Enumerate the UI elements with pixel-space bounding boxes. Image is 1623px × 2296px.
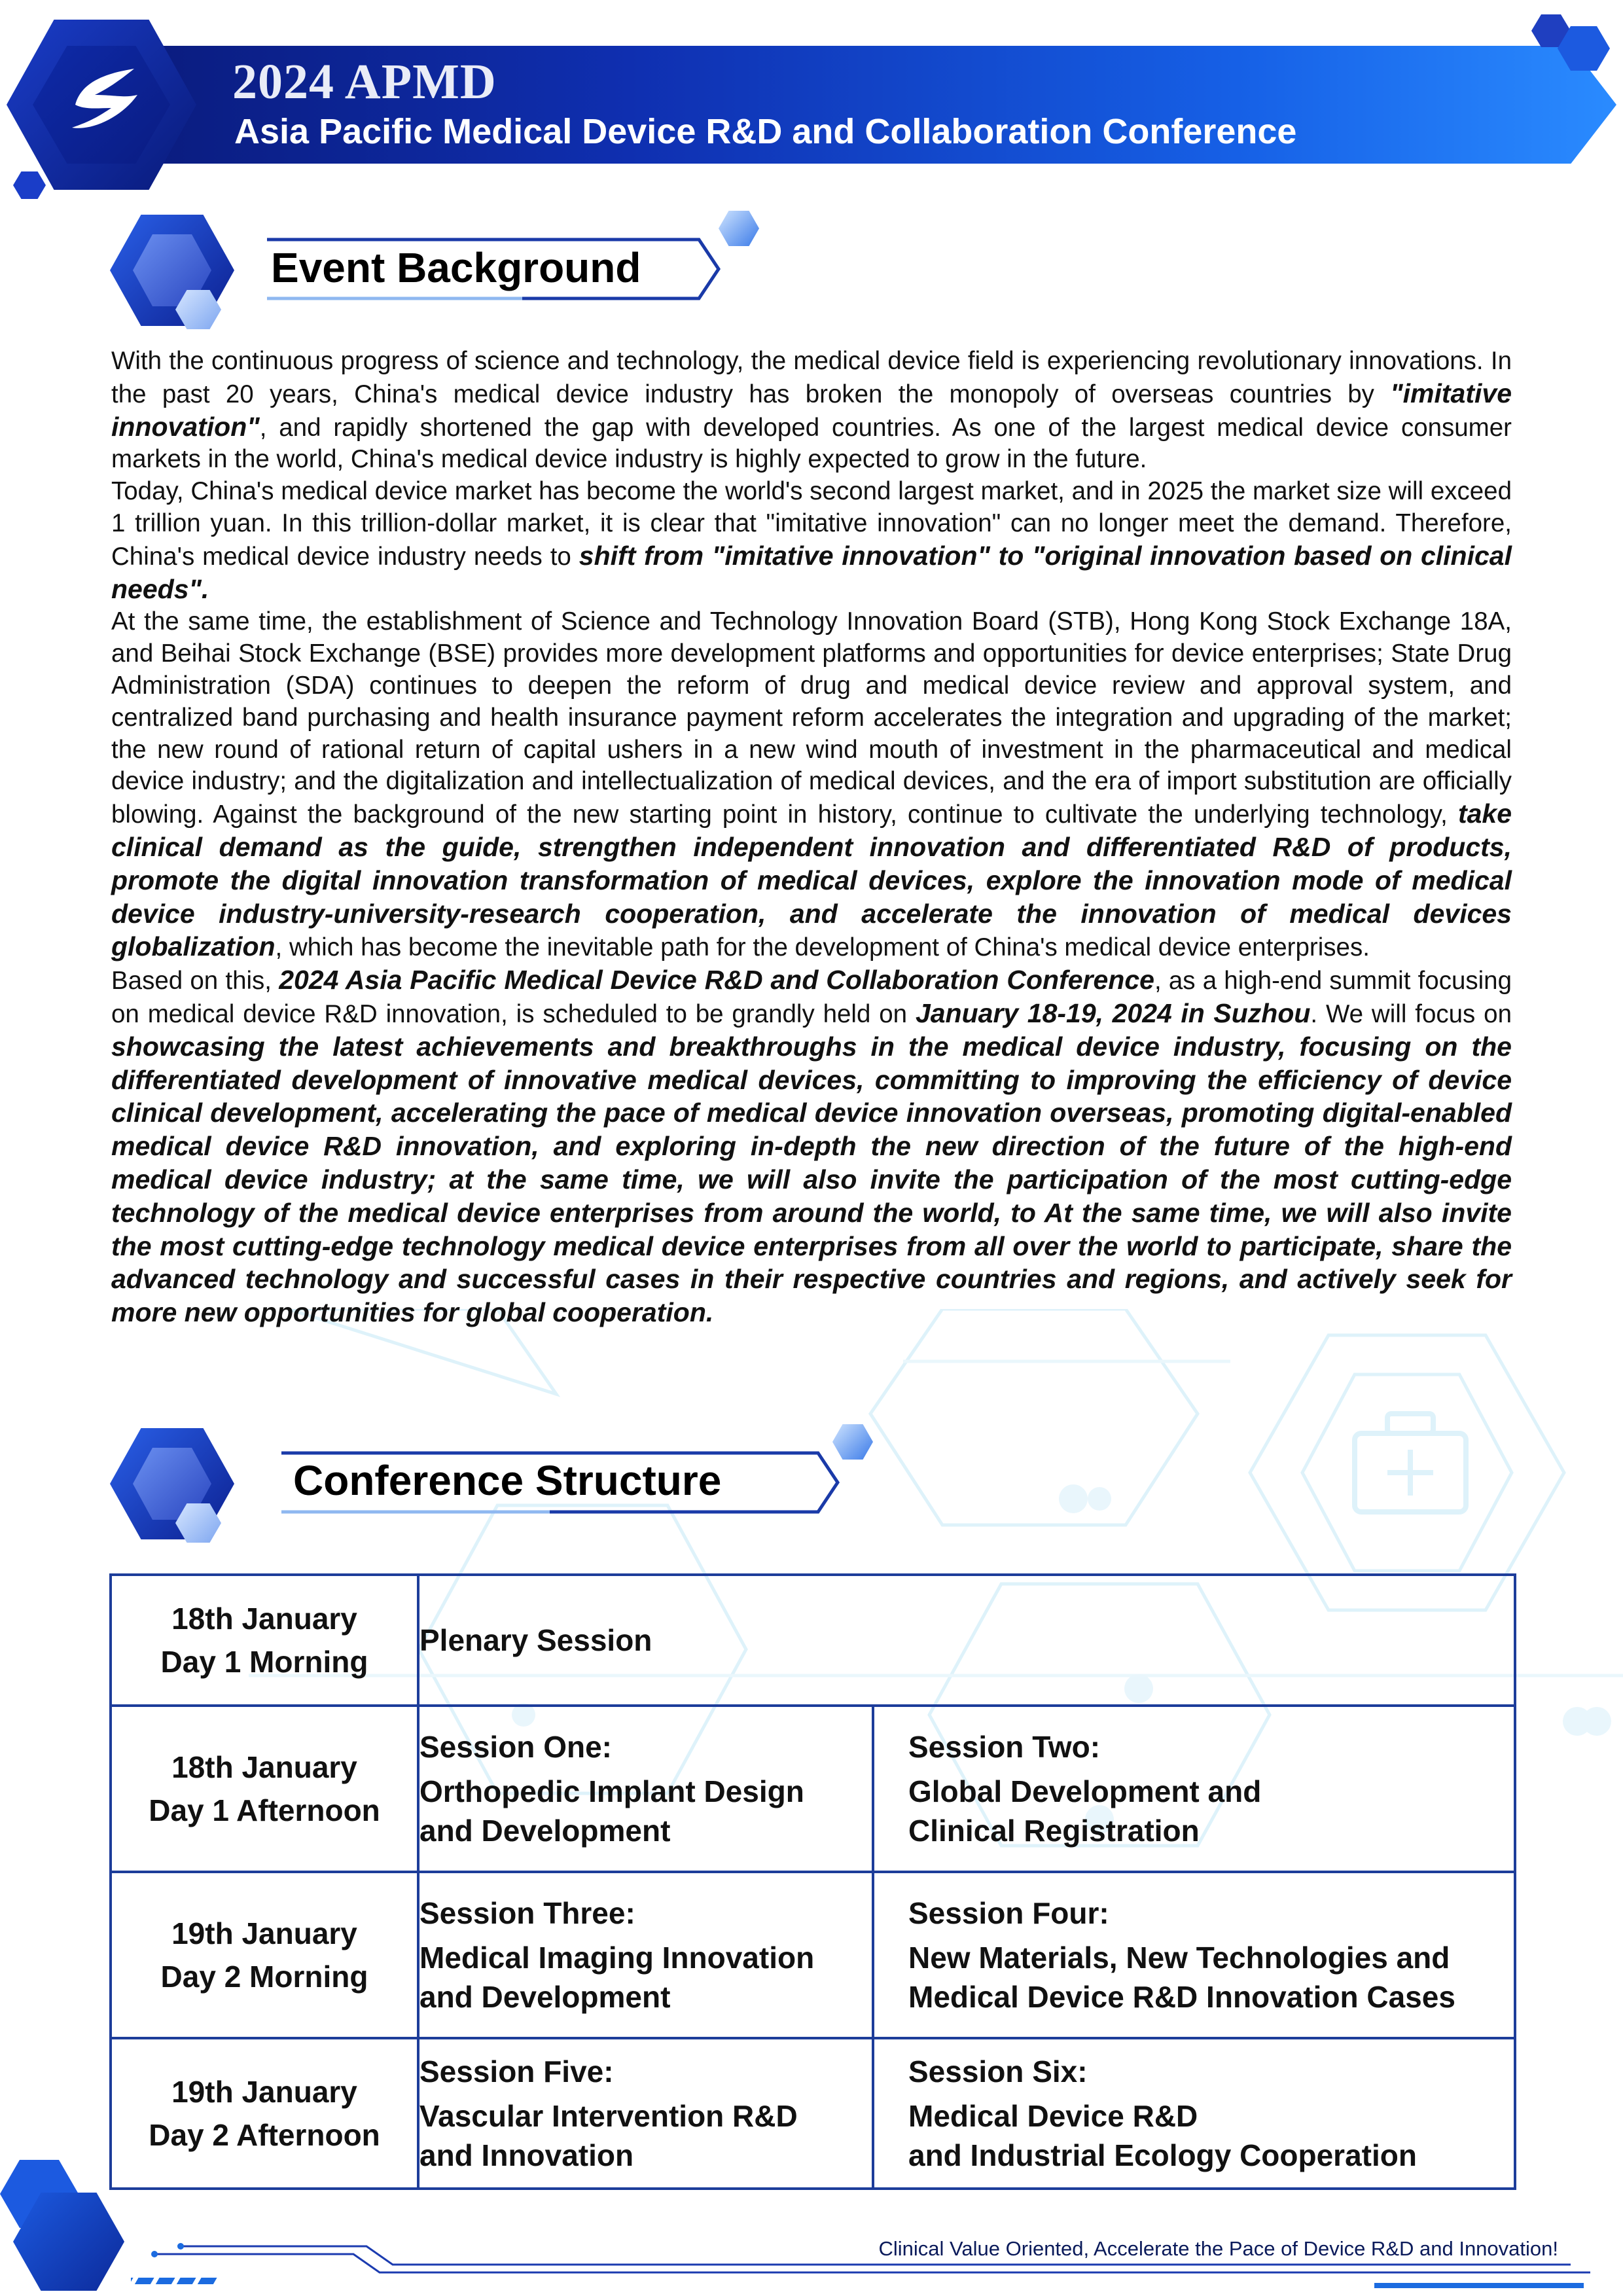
session-title: Session One: xyxy=(419,1730,612,1764)
body-text-run: With the continuous progress of science and technology, the medical device field is experiencing revolutionary innovations. In the past 20 years, China's medical device industry has broken the monopoly of overseas countries by xyxy=(111,347,1512,408)
session-name: Medical Device R&D xyxy=(908,2099,1198,2133)
session-cell xyxy=(418,1872,873,2038)
session-title: Session Six: xyxy=(908,2054,1088,2089)
date-label: 19th January xyxy=(171,1916,357,1950)
logo-small-hexagon xyxy=(13,171,46,199)
session-cell xyxy=(418,2038,873,2189)
section-title-event-background: Event Background xyxy=(271,244,641,291)
session-name: and Development xyxy=(419,1980,671,2014)
body-text-run: , which has become the inevitable path for the development of China's medical device enterprises. xyxy=(275,933,1370,962)
emphasis-text: 2024 Asia Pacific Medical Device R&D and Collaboration Conference xyxy=(279,965,1154,996)
header-title: Asia Pacific Medical Device R&D and Collaboration Conference xyxy=(234,112,1297,151)
hexagon-icon xyxy=(110,215,234,326)
session-name: and Development xyxy=(419,1814,671,1848)
session-name: and Innovation xyxy=(419,2138,634,2172)
slot-label: Day 2 Morning xyxy=(160,1960,368,1994)
body-text-run: , as a high-end summit focusing on medical device R&D innovation, is scheduled to be grandly held on xyxy=(111,967,1512,1028)
session-name: Vascular Intervention R&D xyxy=(419,2099,798,2133)
footer-slogan: Clinical Value Oriented, Accelerate the Pace of Device R&D and Innovation! xyxy=(878,2237,1558,2260)
header-brand-year: 2024 APMD xyxy=(232,54,497,109)
paragraph-1 xyxy=(111,346,1512,476)
table-row xyxy=(111,1872,1515,2038)
emphasis-text: take clinical demand as the guide, strengthen independent innovation and differentiated R&D of products, promote the digital innovation transformation of medical devices, explore the innovation mode of medical device industry-university-research cooperation, and accelerate the innovation of medical devices globalization xyxy=(111,798,1512,962)
emphasis-text: January 18-19, 2024 in Suzhou xyxy=(915,997,1311,1028)
event-background-text xyxy=(111,346,1512,1330)
date-label: 18th January xyxy=(171,1602,357,1636)
logo-icon xyxy=(62,59,147,137)
session-name: New Materials, New Technologies and xyxy=(908,1941,1450,1975)
session-cell xyxy=(873,1706,1515,1872)
plenary-cell xyxy=(418,1575,1515,1706)
emphasis-text: shift from "imitative innovation" to "original innovation based on clinical needs". xyxy=(111,540,1512,604)
session-title: Session Two: xyxy=(908,1730,1101,1764)
paragraph-2 xyxy=(111,476,1512,606)
session-cell xyxy=(418,1706,873,1872)
session-title: Session Three: xyxy=(419,1896,635,1930)
body-text-run: . We will focus on xyxy=(1310,999,1512,1028)
day-cell xyxy=(111,1872,418,2038)
date-label: 18th January xyxy=(171,1750,357,1784)
session-title: Session Four: xyxy=(908,1896,1109,1930)
body-text-run: At the same time, the establishment of Science and Technology Innovation Board (STB), Hong Kong Stock Exchange 18A, and Beihai Stock Exchange (BSE) provides more development platforms and opportunities for device enterprises; State Drug Administration (SDA) continues to deepen the reform of drug and medical device review and approval system, and centralized band purchasing and health insurance payment reform accelerates the integration and upgrading of the market; the new round of rational return of capital ushers in a new wind mouth of investment in the pharmaceutical and medical device industry; and the digitalization and intellectualization of medical devices, and the era of import substitution are officially blowing. Against the background of the new starting point in history, continue to cultivate the underlying technology, xyxy=(111,607,1512,829)
section-title-conference-structure: Conference Structure xyxy=(293,1457,722,1504)
body-text-run: Today, China's medical device market has become the world's second largest market, and in 2025 the market size will exceed 1 trillion yuan. In this trillion-dollar market, it is clear that "imitative innovation" can no longer meet the demand. Therefore, China's medical device industry needs to xyxy=(111,477,1512,571)
session-name: Global Development and xyxy=(908,1774,1262,1808)
session-name: Orthopedic Implant Design xyxy=(419,1774,804,1808)
day-cell xyxy=(111,1575,418,1706)
table-row xyxy=(111,1706,1515,1872)
day-cell xyxy=(111,1706,418,1872)
emphasis-text: "imitative innovation" xyxy=(111,378,1512,442)
session-name: and Industrial Ecology Cooperation xyxy=(908,2138,1417,2172)
slot-label: Day 2 Afternoon xyxy=(149,2118,380,2152)
table-row xyxy=(111,1575,1515,1706)
body-text-run: , and rapidly shortened the gap with developed countries. As one of the largest medical device consumer markets in the world, China's medical device industry is highly expected to grow in the future. xyxy=(111,413,1512,474)
date-label: 19th January xyxy=(171,2075,357,2109)
session-cell xyxy=(873,2038,1515,2189)
session-name: Medical Imaging Innovation xyxy=(419,1941,815,1975)
medical-kit-icon xyxy=(1355,1414,1466,1512)
slot-label: Day 1 Morning xyxy=(160,1645,368,1679)
session-name: Medical Device R&D Innovation Cases xyxy=(908,1980,1455,2014)
paragraph-4 xyxy=(111,964,1512,1330)
slot-label: Day 1 Afternoon xyxy=(149,1793,380,1827)
table-row xyxy=(111,2038,1515,2189)
emphasis-text: showcasing the latest achievements and breakthroughs in the medical device industry, focusing on the differentiated development of innovative medical devices, committing to improving the efficiency of device clinical development, accelerating the pace of medical device innovation overseas, promoting digital-enabled medical device R&D innovation, and exploring in-depth the new direction of the future of the high-end medical device industry; at the same time, we will also invite the participation of the most cutting-edge technology of the medical device enterprises from around the world, to At the same time, we will also invite the most cutting-edge technology medical device enterprises from all over the world to participate, share the advanced technology and successful cases in their respective countries and regions, and actively seek for more new opportunities for global cooperation. xyxy=(111,1031,1512,1328)
session-title: Session Five: xyxy=(419,2054,614,2089)
day-cell xyxy=(111,2038,418,2189)
session-cell xyxy=(873,1872,1515,2038)
plenary-label: Plenary Session xyxy=(419,1623,652,1657)
paragraph-3 xyxy=(111,606,1512,964)
hexagon-icon xyxy=(110,1428,234,1539)
conference-structure-table xyxy=(109,1573,1516,2190)
session-name: Clinical Registration xyxy=(908,1814,1200,1848)
body-text-run: Based on this, xyxy=(111,967,279,996)
